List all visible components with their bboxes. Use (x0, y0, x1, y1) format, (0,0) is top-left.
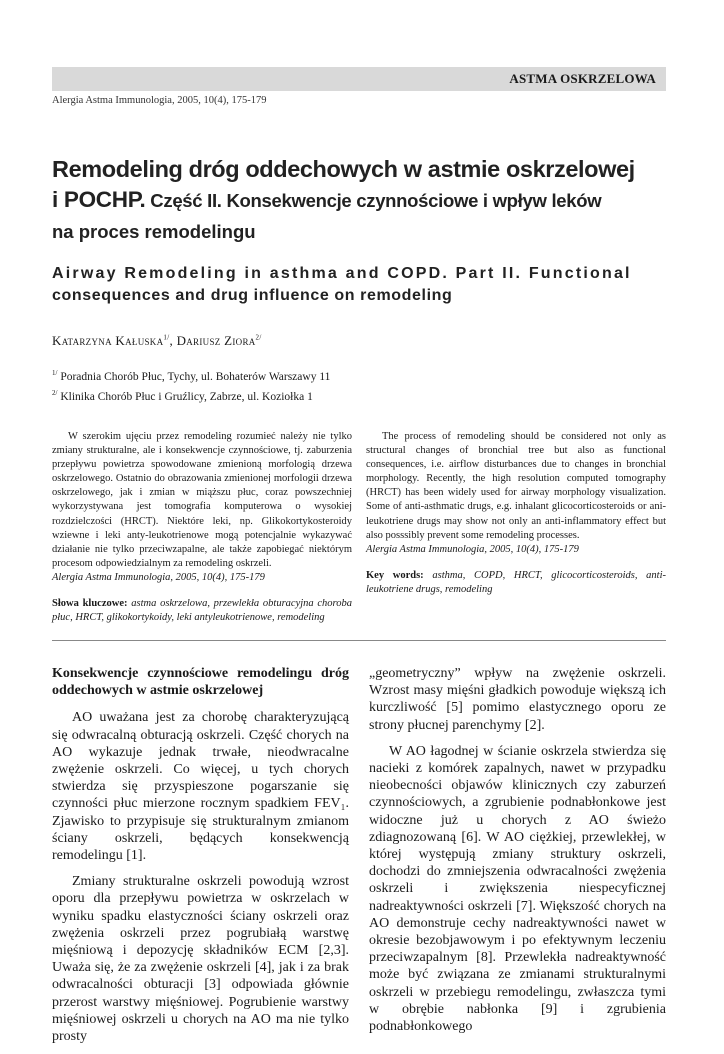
abstract-en-citation: Alergia Astma Immunologia, 2005, 10(4), 175-179 (366, 543, 579, 555)
keywords-en-list: asthma, COPD, HRCT, glicocorticosteroids, anti-leukotriene drugs, remodeling (366, 569, 666, 595)
abstract-english (366, 430, 666, 597)
affiliation-2-marker: 2/ (52, 388, 58, 397)
keywords-polish (52, 597, 352, 625)
affiliation-1-marker: 1/ (52, 369, 58, 377)
author-separator: , (169, 333, 177, 348)
body-paragraph: Zmiany strukturalne oskrzeli powodują wzrost oporu dla przepływu powietrza w oskrzelach w wyniku spadku elastyczności ściany oskrzeli oraz zwężenia oskrzeli przez pogrubiałą warstwę mięśniową i depozycję składników ECM [2,3]. Uważa się, że za zwężenie oskrzeli [4], jak i za brak odwracalności obturacji [3] odpowiada głównie przerost warstwy mięśniowej. Pogrubienie warstwy mięśniowej oskrzeli u chorych na AO ma nie tylko prosty (52, 874, 349, 1045)
title-pl-line2 (52, 185, 672, 218)
keywords-en-label: Key words: (366, 569, 424, 581)
affiliation-1-text: Poradnia Chorób Płuc, Tychy, ul. Bohaterów Warszawy 11 (57, 370, 331, 383)
body-column-right (369, 665, 666, 1044)
body-paragraph: AO uważana jest za chorobę charakteryzującą się odwracalną obturacją oskrzeli. Część chorych na AO wykazuje jednak trwałe, nieodwracalne zwężenie oskrzeli. Co więcej, u tych chorych stwierdza się przyspieszone pogarszanie się czynności płuc mierzone rocznym spadkiem FEV₁. Zjawisko to przypisuje się strukturalnym zmianom ściany oskrzeli, będących konsekwencją remodelingu [1]. (52, 710, 349, 864)
affiliation-2-text: Klinika Chorób Płuc i Gruźlicy, Zabrze, ul. Koziołka 1 (57, 390, 313, 403)
section-heading: Konsekwencje czynnościowe remodelingu dróg oddechowych w astmie oskrzelowej (52, 666, 349, 699)
title-pl-line3: na proces remodelingu (52, 221, 256, 242)
keywords-pl-label: Słowa kluczowe: (52, 598, 128, 610)
author-2: Dariusz Ziora (176, 333, 256, 348)
affiliation-2 (52, 385, 330, 405)
title-en-line1: Airway Remodeling in asthma and COPD. Part II. Functional (52, 265, 632, 282)
keywords-pl-list: astma oskrzelowa, przewlekła obturacyjna choroba płuc, HRCT, glikokortykoidy, leki antyleukotrienowe, remodeling (52, 598, 352, 624)
affiliation-1 (52, 365, 330, 385)
author-1-affiliation: 1/ (163, 333, 170, 342)
affiliations (52, 365, 330, 405)
article-title-polish (52, 153, 672, 246)
abstract-pl-text: W szerokim ujęciu przez remodeling rozumieć należy nie tylko zmiany strukturalne, ale i konsekwencje czynnościowe, tj. zaburzenia przepływu powietrza spowodowane zmienioną morfologią drzewa oskrzelowego. Ostatnio do obrazowania zmienionej morfologii drzewa oskrzelowego, jak i zmian w miąższu płuc, coraz powszechniej wykorzystywana jest tomografia komputerowa o wysokiej rozdzielczości (HRCT). Niektóre leki, np. Glikokortykosteroidy wziewne i leki anty-leukotrienowe mogą potencjalnie wykazywać działanie nie tylko przeciwzapalne, ale także zapobiegać niektórym procesom odpowiedzialnym za remodeling oskrzeli. (52, 431, 352, 569)
section-divider (52, 640, 666, 641)
title-pl-line2-rest: Część II. Konsekwencje czynnościowe i wpływ leków (145, 190, 602, 211)
section-label: ASTMA OSKRZELOWA (509, 71, 656, 86)
body-paragraph: „geometryczny” wpływ na zwężenie oskrzeli. Wzrost masy mięśni gładkich powoduje większą ich kurczliwość [5] pomimo elastycznego oporu ze strony płucnej parenchymy [2]. (369, 666, 666, 733)
title-pl-line2-start: i POCHP. (52, 187, 146, 212)
keywords-english (366, 569, 666, 597)
journal-citation: Alergia Astma Immunologia, 2005, 10(4), 175-179 (52, 95, 267, 106)
body-column-left (52, 665, 349, 1054)
title-pl-line1: Remodeling dróg oddechowych w astmie oskrzelowej (52, 156, 635, 182)
journal-section-bar (52, 67, 666, 91)
body-paragraph: W AO łagodnej w ścianie oskrzela stwierdza się nacieki z komórek zapalnych, nawet w przypadku nieobecności objawów klinicznych czy zaburzeń czynnościowych, a zgrubienie podnabłonkowe jest widoczne już u chorych z AO świeżo zdiagnozowaną [6]. W AO ciężkiej, przewlekłej, w której występują zmiany struktury oskrzeli, dochodzi do zmniejszenia odwracalności zwężenia oskrzeli i zwiększenia niespecyficznej nadreaktywności oskrzeli [7]. Większość chorych na AO demonstruje cechy nadreaktywności nawet w okresie bezobjawowym i po efektywnym leczeniu przeciwzapalnym [8]. Przewlekła nadreaktywność może być związana ze zmianami strukturalnymi oskrzeli w przebiegu remodelingu, zwłaszcza tymi w obrębie nabłonka [9] i zgrubienia podnabłonkowego (369, 743, 666, 1035)
author-2-affiliation: 2/ (255, 333, 262, 342)
article-title-english (52, 263, 672, 307)
author-1: Katarzyna Kałuska (52, 333, 164, 348)
abstract-en-text: The process of remodeling should be considered not only as structural changes of bronchial tree but also as functional consequences, i.e. airflow disturbances due to changes in bronchial morphology. Recently, the high resolution computed tomography (HRCT) has been widely used for airway morphology visualization. Some of anti-asthmatic drugs, e.g. inhalant glicocorticosteroids or ani-leukotriene drugs may show not only an anti-inflammatory effect but also posssibly prevent some remodeling processes. (366, 431, 666, 541)
authors (52, 333, 262, 349)
abstract-pl-citation: Alergia Astma Immunologia, 2005, 10(4), 175-179 (52, 571, 265, 583)
title-en-line2: consequences and drug influence on remodeling (52, 287, 453, 304)
abstract-polish (52, 430, 352, 625)
